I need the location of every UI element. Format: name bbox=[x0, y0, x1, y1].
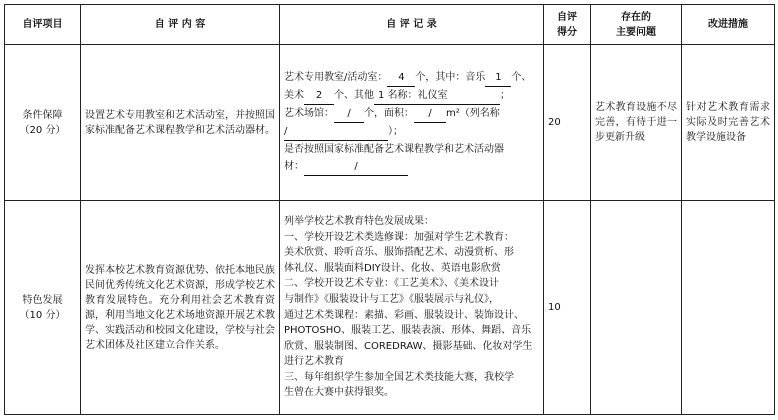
problems-cell bbox=[591, 201, 682, 415]
record-line: 体礼仪、服装面料DIY设计、化妆、英语电影欣赏 bbox=[284, 262, 501, 274]
record-text: 材： bbox=[284, 161, 304, 172]
header-content: 自 评 内 容 bbox=[81, 5, 280, 45]
header-record: 自 评 记 录 bbox=[280, 5, 544, 45]
record-text: 美术 bbox=[284, 90, 304, 101]
record-value: 2 bbox=[304, 87, 334, 105]
record-line: 列举学校艺术教育特色发展成果： bbox=[284, 215, 434, 227]
record-text: m²（列名称 bbox=[446, 108, 500, 119]
measures-cell bbox=[682, 201, 775, 415]
record-text: 艺术场馆： bbox=[284, 108, 334, 119]
item-points: （20 分） bbox=[19, 124, 66, 136]
item-name: 特色发展 bbox=[22, 294, 63, 306]
content-cell: 设置艺术专用教室和艺术活动室，并按照国家标准配备艺术课程教学和艺术活动器材。 bbox=[81, 45, 280, 201]
score-cell: 10 bbox=[544, 201, 591, 415]
record-line: PHOTOSHO、服装工艺、服装表演、形体、舞蹈、音乐 bbox=[284, 325, 532, 337]
record-line: 生曾在大赛中获得银奖。 bbox=[284, 387, 394, 399]
record-value: 4 bbox=[387, 69, 415, 87]
record-value: / bbox=[284, 123, 388, 141]
record-text: ）； bbox=[388, 126, 403, 137]
record-line: 进行艺术教育 bbox=[284, 356, 344, 368]
record-text: 是否按照国家标准配备艺术课程教学和艺术活动器 bbox=[284, 144, 504, 155]
record-line: 与制作》《服装设计与工艺》《服装展示与礼仪》， bbox=[284, 293, 499, 305]
item-cell bbox=[5, 201, 81, 415]
self-evaluation-table bbox=[4, 4, 775, 415]
measures-cell: 针对艺术教育需求实际及时完善艺术教学设施设备 bbox=[682, 45, 775, 201]
record-text: 个、 bbox=[511, 72, 532, 83]
record-line: 二、学校开设艺术专业：《工艺美术》、《美术设计 bbox=[284, 278, 499, 290]
problems-cell: 艺术教育设施不尽完善，有待于进一步更新升级 bbox=[591, 45, 682, 201]
record-line: 一、学校开设艺术类选修课：加强对学生艺术教育： bbox=[284, 231, 514, 243]
record-value: / bbox=[414, 105, 446, 123]
record-text: 艺术专用教室/活动室： bbox=[284, 72, 388, 83]
header-problems: 存在的 主要问题 bbox=[591, 5, 682, 45]
record-line: 通过艺术类课程：素描、彩画、服装设计、装饰设计、 bbox=[284, 309, 524, 321]
record-text: ； bbox=[500, 90, 510, 101]
header-score: 自评 得分 bbox=[544, 5, 591, 45]
record-line: 美术欣赏、聆听音乐、服饰搭配艺术、动漫赏析、形 bbox=[284, 247, 514, 259]
score-cell: 20 bbox=[544, 45, 591, 201]
header-row bbox=[5, 5, 775, 45]
header-measures: 改进措施 bbox=[682, 5, 775, 45]
record-line: 三、每年组织学生参加全国艺术类技能大赛，我校学 bbox=[284, 371, 514, 383]
record-text: 个，其中：音乐 bbox=[415, 72, 486, 83]
content-cell: 发挥本校艺术教育资源优势、依托本地民族民间优秀传统文化艺术资源，形成学校艺术教育发展特色。充分利用社会艺术教育资源，利用当地文化艺术场地资源开展艺术教学、实践活动和校园文化建设，学校与社会艺术团体及社区建立合作关系。 bbox=[81, 201, 280, 415]
item-points: （10 分） bbox=[19, 309, 66, 321]
record-cell bbox=[280, 45, 544, 201]
item-cell bbox=[5, 45, 81, 201]
header-item: 自评项目 bbox=[5, 5, 81, 45]
record-value: 1 bbox=[485, 69, 511, 87]
record-line: 欣赏、服装制图、COREDRAW、摄影基础、化妆对学生 bbox=[284, 340, 533, 352]
record-text: 个，面积： bbox=[364, 108, 414, 119]
table-row bbox=[5, 201, 775, 415]
record-lines bbox=[284, 214, 539, 401]
record-cell bbox=[280, 201, 544, 415]
record-value: / bbox=[334, 105, 364, 123]
record-value: / bbox=[304, 158, 408, 176]
record-text: 个、其他 bbox=[334, 90, 374, 101]
item-name: 条件保障 bbox=[22, 109, 63, 121]
record-value: 1 名称：礼仪室 bbox=[374, 87, 500, 105]
table-row bbox=[5, 45, 775, 201]
